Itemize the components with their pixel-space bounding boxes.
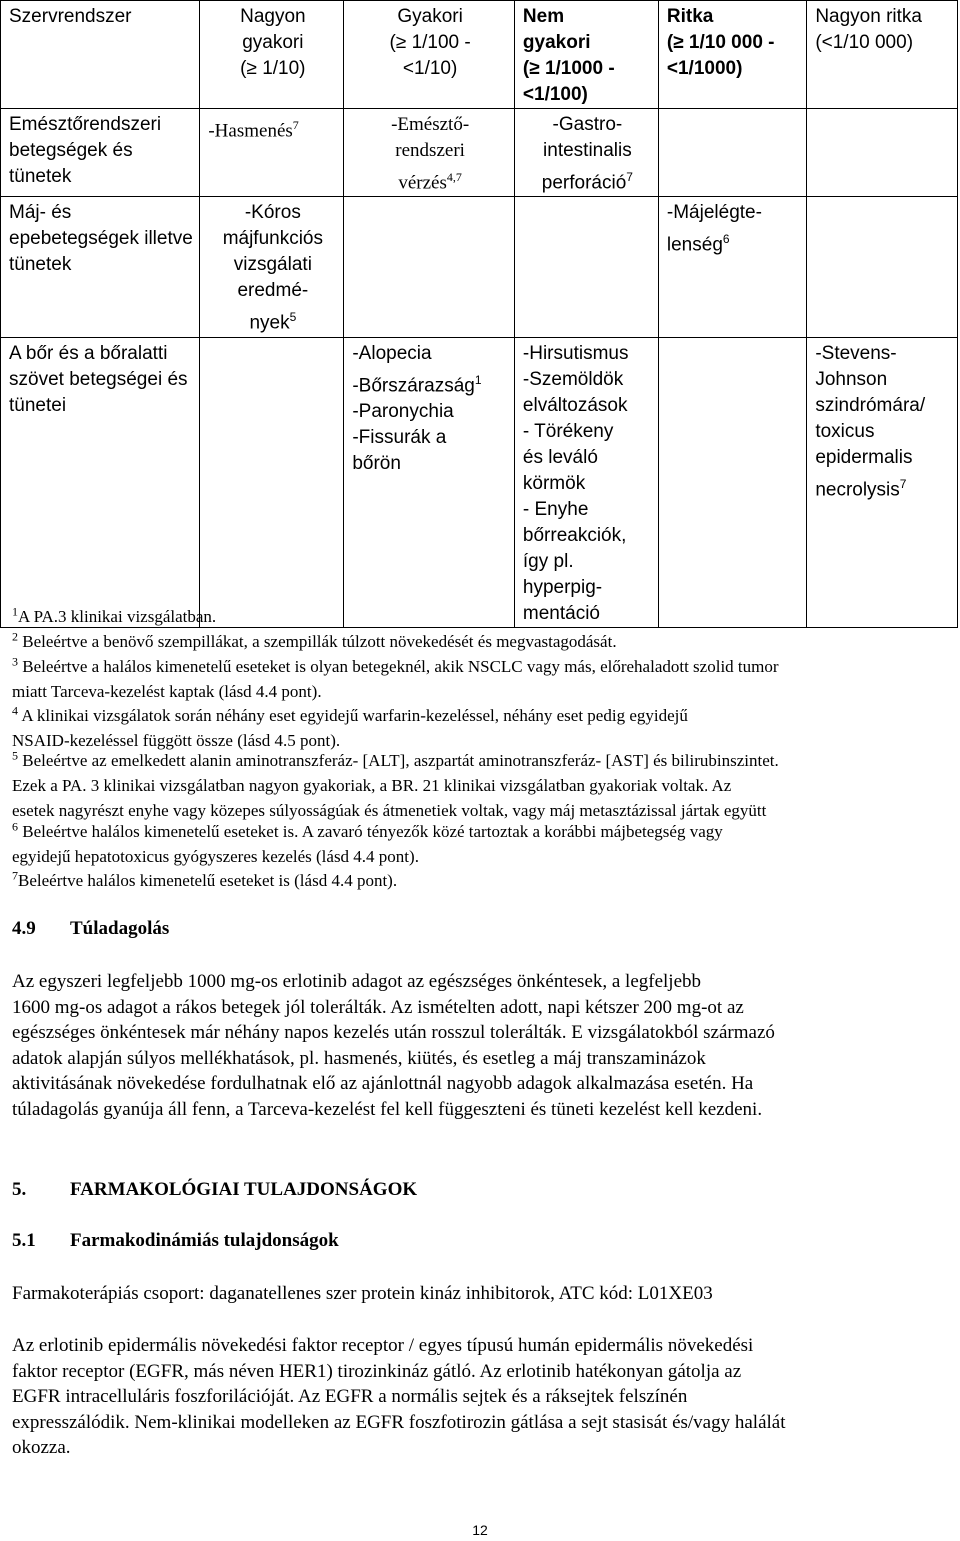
table-row-digestive [1, 109, 958, 197]
section-5-number: 5. [12, 1179, 27, 1200]
footnote-1: $^1$A PA.3 klinikai vizsgálatban. [12, 604, 217, 626]
footnote-7: $^7$Beleértve halálos kimenetelű eseteket is (lásd 4.4 pont). [12, 868, 398, 890]
cell-very-rare [807, 197, 958, 337]
section-51-number: 5.1 [12, 1230, 36, 1251]
footnote-6: $^6$ Beleértve halálos kimenetelű eseteket is. A zavaró tényezők közé tartoztak a korábbi májbetegség vagy egyidejű hepatotoxicus gyógyszeres kezelés (lásd 4.4 pont). [12, 819, 723, 866]
cell-very-rare: -Stevens- Johnson szindrómára/ toxicus epidermalis necrolysis$^7$ [807, 337, 958, 627]
header-common: Gyakori (≥ 1/100 - <1/10) [344, 1, 515, 109]
cell-organ: A bőr és a bőralatti szövet betegségei és tünetei [1, 337, 200, 627]
footnote-2: $^2$ Beleértve a benövő szempillákat, a szempillák túlzott növekedését és megvastagodását. [12, 629, 617, 651]
cell-very-common: -Kóros májfunkciós vizsgálati eredmé- nyek$^5$ [200, 197, 344, 337]
cell-organ: Máj- és epebetegségek illetve tünetek [1, 197, 200, 337]
section-49-text: Az egyszeri legfeljebb 1000 mg-os erlotinib adagot az egészséges önkéntesek, a legfeljebb 1600 mg-os adagot a rákos betegek jól tolerálták. Az ismételten adott, napi kétszer 200 mg-ot az egészséges önkéntesek már néhány napos kezelés után rosszul tolerálták. E vizsgálatokból származó adatok alapján súlyos mellékhatások, pl. hasmenés, kiütés, és esetleg a máj transzaminázok aktivitásának növekedése fordulhatnak elő az ajánlottnál nagyobb adagok alkalmazása esetén. Ha túladagolás gyanúja áll fenn, a Tarceva-kezelést fel kell függeszteni és tüneti kezelést kell kezdeni. [12, 971, 775, 1120]
cell-very-common [200, 337, 344, 627]
cell-uncommon: -Gastro- intestinalis perforáció$^7$ [514, 109, 658, 197]
footnote-3: $^3$ Beleértve a halálos kimenetelű eseteket is olyan betegeknél, akik NSCLC vagy más, előrehaladott szolid tumor miatt Tarceva-kezelést kaptak (lásd 4.4 pont). [12, 654, 779, 701]
section-51-para-2: Az erlotinib epidermális növekedési faktor receptor / egyes típusú humán epidermális növekedési faktor receptor (EGFR, más néven HER1) tirozinkináz gátló. Az erlotinib hatékonyan gátolja az EGFR intracelluláris foszforilációját. Az EGFR a normális sejtek és a ráksejtek felszínén expresszálódik. Nem-klinikai modelleken az EGFR foszfotirozin gátlása a sejt stasisát és/vagy halálát okozza. [12, 1335, 786, 1458]
page-number: 12 [472, 1522, 488, 1538]
cell-very-common: -Hasmenés$^7$ [200, 109, 344, 197]
section-51-title: Farmakodinámiás tulajdonságok [70, 1230, 339, 1251]
cell-rare [658, 109, 806, 197]
cell-very-rare [807, 109, 958, 197]
cell-rare [658, 337, 806, 627]
section-49-number: 4.9 [12, 918, 36, 939]
cell-common [344, 197, 515, 337]
cell-uncommon: -Hirsutismus -Szemöldök elváltozások - Törékeny és leváló körmök - Enyhe bőrreakciók, így pl. hyperpig- mentáció [514, 337, 658, 627]
footnote-4: $^4$ A klinikai vizsgálatok során néhány eset egyidejű warfarin-kezeléssel, néhány eset pedig egyidejű NSAID-kezeléssel függött össze (lásd 4.5 pont). [12, 703, 688, 750]
section-5-title: FARMAKOLÓGIAI TULAJDONSÁGOK [70, 1179, 418, 1200]
section-49-title: Túladagolás [70, 918, 170, 939]
section-51-para-1: Farmakoterápiás csoport: daganatellenes szer protein kináz inhibitorok, ATC kód: L01XE03 [12, 1283, 713, 1304]
header-rare: Ritka (≥ 1/10 000 - <1/1000) [658, 1, 806, 109]
header-uncommon: Nem gyakori (≥ 1/1000 - <1/100) [514, 1, 658, 109]
cell-common: -Emésztő- rendszeri vérzés$^{4,7}$ [344, 109, 515, 197]
table-row-skin [1, 337, 958, 627]
cell-rare: -Májelégte- lenség$^6$ [658, 197, 806, 337]
cell-uncommon [514, 197, 658, 337]
adverse-reactions-table [0, 0, 958, 628]
cell-common: -Alopecia -Bőrszárazság$^1$ -Paronychia -Fissurák a bőrön [344, 337, 515, 627]
table-row-liver [1, 197, 958, 337]
footnote-5: $^5$ Beleértve az emelkedett alanin aminotranszferáz- [ALT], aszpartát aminotranszferáz- [AST] és bilirubinszintet. Ezek a PA. 3 klinikai vizsgálatban nagyon gyakoriak, a BR. 21 klinikai vizsgálatban gyakoriak voltak. Az esetek nagyrészt enyhe vagy közepes súlyosságúak és átmenetiek voltak, vagy máj metasztázissal jártak együtt [12, 748, 779, 820]
cell-organ: Emésztőrendszeri betegségek és tünetek [1, 109, 200, 197]
header-very-common: Nagyon gyakori (≥ 1/10) [200, 1, 344, 109]
header-organ-system: Szervrendszer [1, 1, 200, 109]
header-very-rare: Nagyon ritka (<1/10 000) [807, 1, 958, 109]
table-header-row [1, 1, 958, 109]
